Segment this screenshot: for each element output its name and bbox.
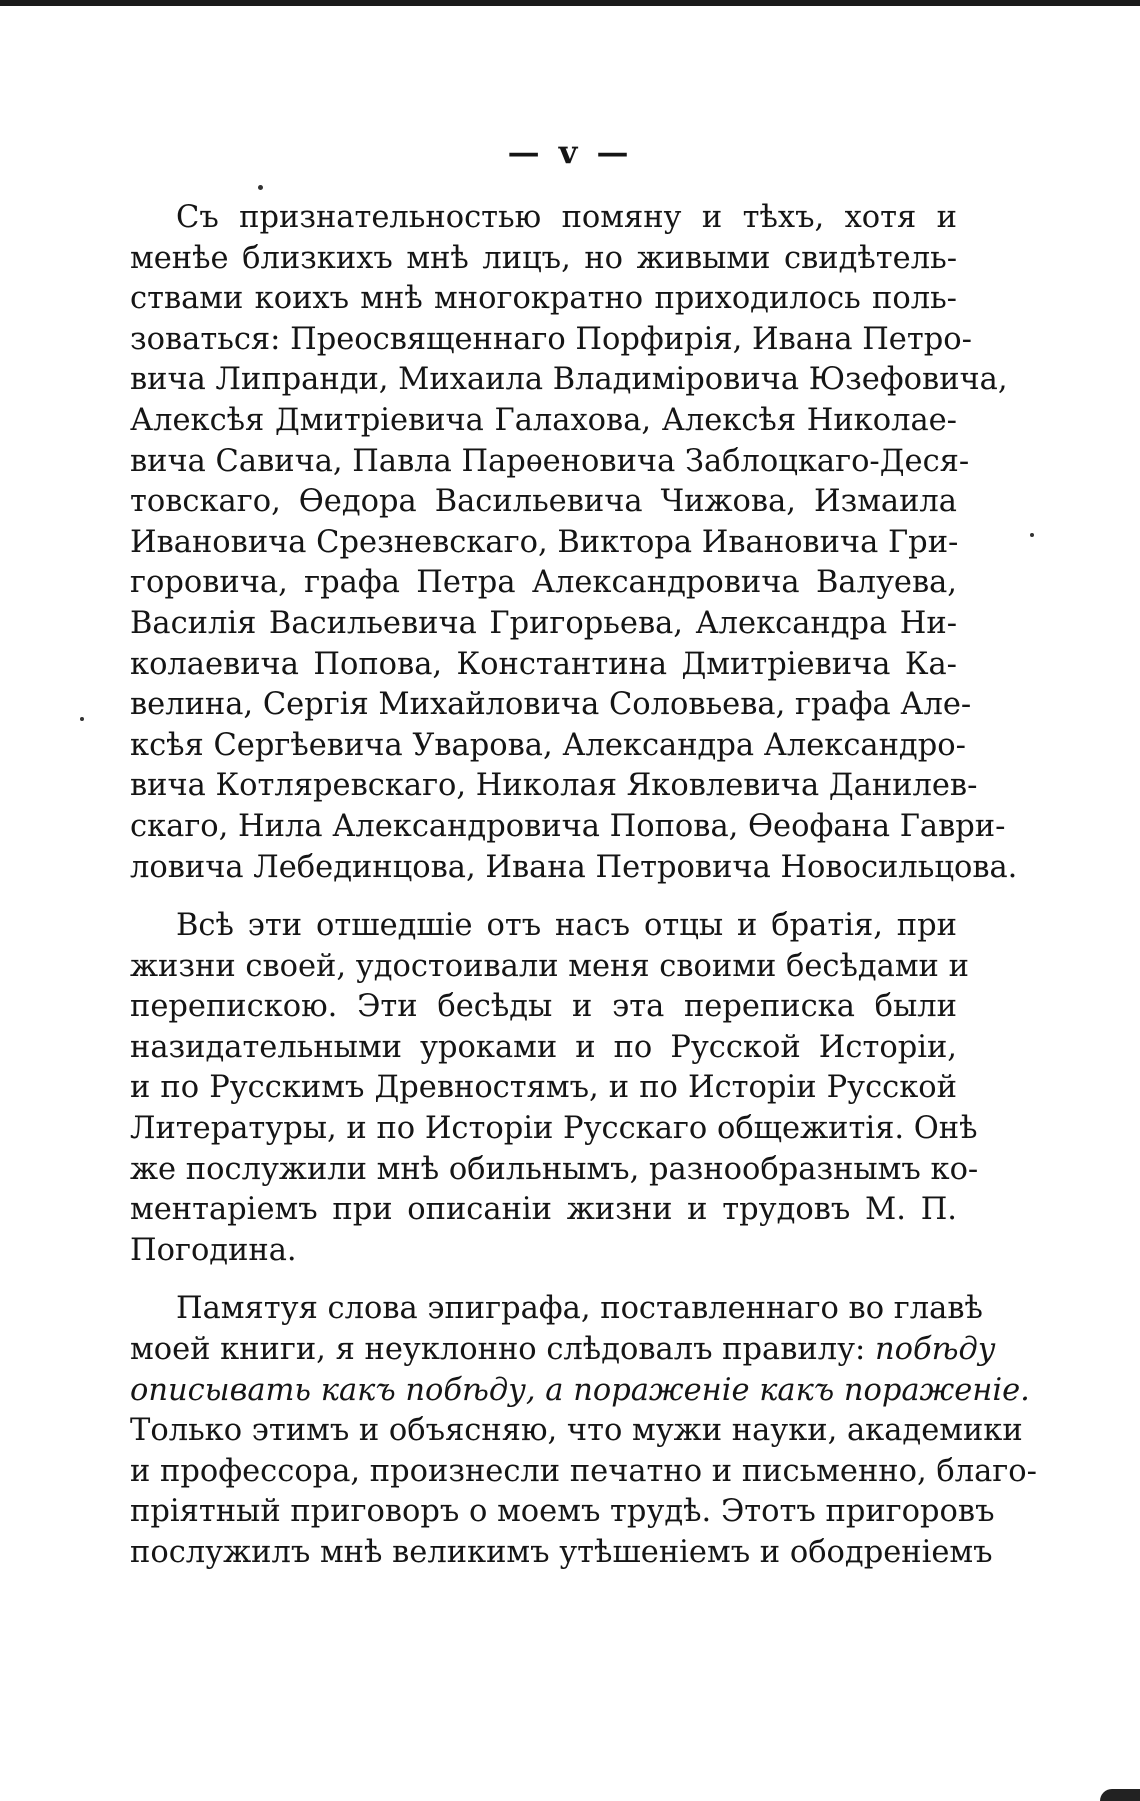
text-line: Литературы, и по Исторіи Русскаго общежитія. Онѣ xyxy=(130,1111,978,1147)
text-line: назидательными уроками и по Русской Исторіи, xyxy=(130,1029,957,1065)
text-line: пріятный приговоръ о моемъ трудѣ. Этотъ пригоровъ xyxy=(130,1494,995,1530)
text-line: Всѣ эти отшедшіе отъ насъ отцы и братія, при xyxy=(176,908,957,944)
paragraph-acknowledgements xyxy=(130,198,1018,888)
text-line: скаго, Нила Александровича Попова, Ѳеофана Гаври- xyxy=(130,808,1006,844)
text-line: велина, Сергія Михайловича Соловьева, графа Але- xyxy=(130,687,972,723)
ink-speck xyxy=(80,717,84,721)
text-line: зоваться: Преосвященнаго Порфирія, Ивана Петро- xyxy=(130,321,972,357)
scan-corner-mark xyxy=(1100,1789,1140,1801)
text-line: вича Липранди, Михаила Владиміровича Юзефовича, xyxy=(130,362,1008,398)
italic-run: побѣду xyxy=(875,1332,996,1368)
text-line: и по Русскимъ Древностямъ, и по Исторіи Русской xyxy=(130,1070,957,1106)
text-line: ксѣя Сергѣевича Уварова, Александра Александро- xyxy=(130,727,966,763)
text-line: Василія Васильевича Григорьева, Александра Ни- xyxy=(130,605,957,641)
paragraph-epigraph xyxy=(130,1289,1037,1573)
ink-speck xyxy=(1030,533,1034,537)
text-line: ментаріемъ при описаніи жизни и трудовъ М. П. xyxy=(130,1192,957,1228)
text-line: колаевича Попова, Константина Дмитріевича Ка- xyxy=(130,646,957,682)
text-line: Съ признательностью помяну и тѣхъ, хотя и xyxy=(176,200,957,235)
ink-speck xyxy=(258,185,263,190)
text-line xyxy=(130,1330,996,1371)
text-line: Ивановича Срезневскаго, Виктора Ивановича Гри- xyxy=(130,524,959,560)
text-line: горовича, графа Петра Александровича Валуева, xyxy=(130,565,957,601)
text-line: же послужили мнѣ обильнымъ, разнообразнымъ ко- xyxy=(130,1151,979,1187)
text-run: моей книги, я неуклонно слѣдовалъ правилу: xyxy=(130,1332,876,1368)
page-body xyxy=(130,198,1037,1574)
page-number: — v — xyxy=(507,133,633,171)
top-border-rule xyxy=(0,0,1140,6)
text-line: послужилъ мнѣ великимъ утѣшеніемъ и ободреніемъ xyxy=(130,1535,993,1570)
text-line: вича Савича, Павла Парѳеновича Заблоцкаго-Деся- xyxy=(130,443,970,479)
text-line: Погодина. xyxy=(130,1232,297,1268)
text-line: и профессора, произнесли печатно и письменно, благо- xyxy=(130,1453,1037,1489)
text-line: перепискою. Эти бесѣды и эта переписка были xyxy=(130,989,957,1025)
text-line: менѣе близкихъ мнѣ лицъ, но живыми свидѣтель- xyxy=(130,240,957,276)
text-line: ловича Лебединцова, Ивана Петровича Новосильцова. xyxy=(130,849,1018,885)
text-line: жизни своей, удостоивали меня своими бесѣдами и xyxy=(130,948,969,984)
text-line: вича Котляревскаго, Николая Яковлевича Данилев- xyxy=(130,768,978,804)
text-line-italic: описывать какъ побѣду, а пораженіе какъ пораженіе. xyxy=(130,1372,1030,1408)
text-line: товскаго, Ѳедора Васильевича Чижова, Измаила xyxy=(130,484,957,520)
paragraph-departed xyxy=(130,906,979,1271)
text-line: Только этимъ и объясняю, что мужи науки, академики xyxy=(130,1413,1023,1449)
text-line: ствами коихъ мнѣ многократно приходилось поль- xyxy=(130,281,957,317)
text-line: Алексѣя Дмитріевича Галахова, Алексѣя Николае- xyxy=(130,402,957,438)
text-line: Памятуя слова эпиграфа, поставленнаго во главѣ xyxy=(176,1291,983,1327)
